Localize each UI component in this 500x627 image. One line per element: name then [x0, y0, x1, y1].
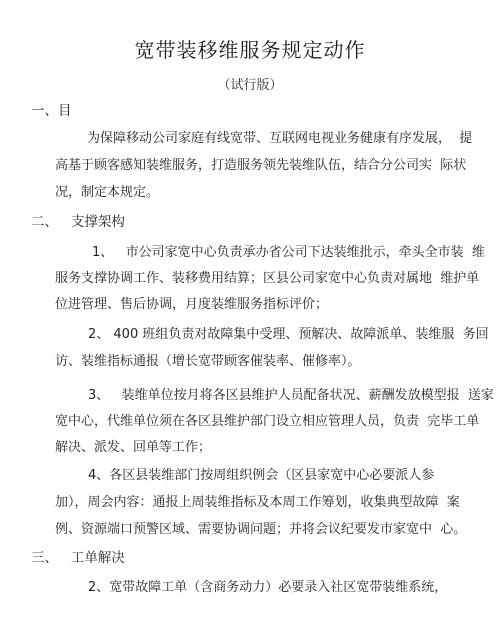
paragraph-line: 3、 装维单位按月将各区县维护人员配备状况、薪酬发放模型报 送家: [88, 388, 494, 403]
paragraph-line: 高基于顾客感知装维服务，打造服务领先装维队伍，结合分公司实 际状: [55, 158, 467, 173]
section-heading-work-orders: 三、 工单解决: [31, 550, 125, 566]
paragraph-line: 位进管理、售后协调，月度装维服务指标评价；: [55, 297, 329, 312]
section-heading-purpose: 一、目: [31, 103, 72, 119]
paragraph-line: 为保障移动公司家庭有线宽带、互联网电视业务健康有序发展， 提: [87, 131, 473, 146]
paragraph-line: 4、各区县装维部门按周组织例会（区县家宽中心必要派人参: [88, 468, 435, 483]
paragraph-line: 服务支撑协调工作、装移费用结算；区县公司家宽中心负责对属地 维护单: [55, 271, 480, 286]
section-heading-structure: 二、 支撑架构: [31, 214, 125, 230]
paragraph-line: 例、资源端口预警区域、需要协调问题；并将会议纪要发市家宽中 心。: [55, 522, 467, 537]
paragraph-line: 1、 市公司家宽中心负责承办省公司下达装维批示，牵头全市装 维: [92, 245, 485, 260]
paragraph-line: 加），周会内容：通报上周装维指标及本周工作筹划，收集典型故障 案: [55, 495, 460, 510]
paragraph-line: 解决、派发、回单等工作；: [55, 440, 212, 455]
document-subtitle: （试行版）: [217, 78, 283, 93]
paragraph-line: 况，制定本规定。: [55, 185, 160, 200]
document-title: 宽带装移维服务规定动作: [134, 38, 366, 62]
paragraph-line: 宽中心，代维单位须在各区县维护部门设立相应管理人员，负责 完毕工单: [55, 414, 480, 429]
paragraph-line: 访、装维指标通报（增长宽带顾客催装率、催修率）。: [55, 354, 361, 369]
paragraph-line: 2、 400 班组负责对故障集中受理、预解决、故障派单、装维服 务回: [88, 327, 489, 342]
paragraph-line: 2、宽带故障工单（含商务动力）必要录入社区宽带装维系统，: [88, 580, 448, 595]
